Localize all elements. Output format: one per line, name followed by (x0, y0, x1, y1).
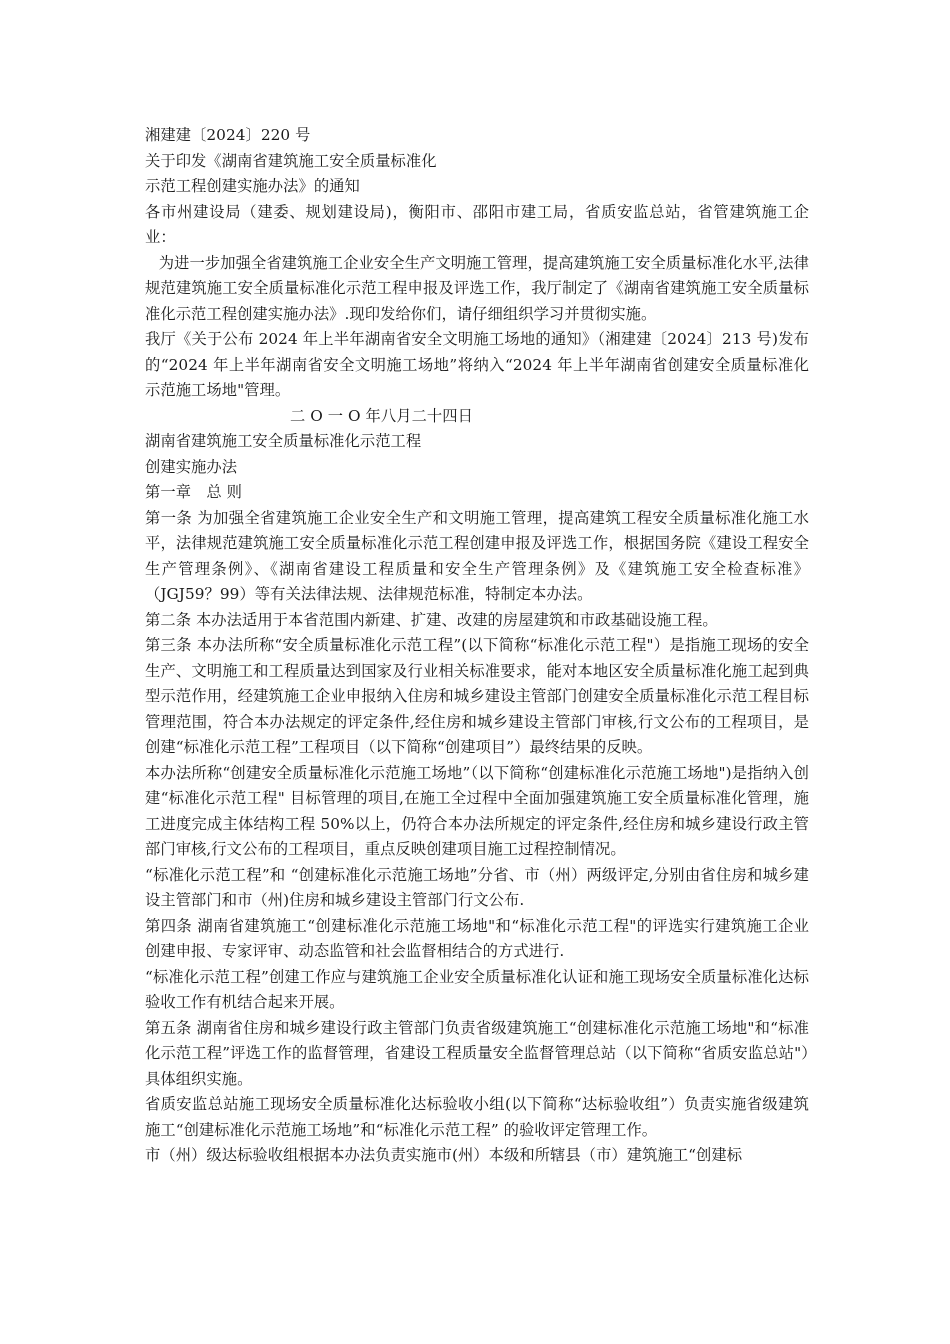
article-4: 第四条 湖南省建筑施工“创建标准化示范施工场地"和“标准化示范工程"的评选实行建筑施工企业创建申报、专家评审、动态监管和社会监督相结合的方式进行. (145, 916, 809, 960)
article-3: 第三条 本办法所称“安全质量标准化示范工程”(以下简称“标准化示范工程"）是指施工现场的安全生产、文明施工和工程质量达到国家及行业相关标准要求，能对本地区安全质量标准化施工起到典型示范作用，经建筑施工企业申报纳入住房和城乡建设主管部门创建安全质量标准化示范工程目标管理范围，符合本办法规定的评定条件,经住房和城乡建设主管部门审核,行文公布的工程项目，是创建“标准化示范工程”工程项目（以下简称“创建项目”）最终结果的反映。 (145, 636, 809, 756)
document-body (145, 123, 809, 1169)
notice-title-line-2: 示范工程创建实施办法》的通知 (145, 177, 360, 195)
recipients: 各市州建设局（建委、规划建设局)，衡阳市、邵阳市建工局，省质安监总站，省管建筑施工企业： (145, 202, 809, 246)
article-4-paragraph-2: “标准化示范工程”创建工作应与建筑施工企业安全质量标准化认证和施工现场安全质量标准化达标验收工作有机结合起来开展。 (145, 967, 809, 1011)
chapter-heading: 第一章 总 则 (145, 483, 242, 501)
document-number: 湘建建〔2024〕220 号 (145, 126, 311, 144)
reference-paragraph: 我厅《关于公布 2024 年上半年湖南省安全文明施工场地的通知》（湘建建〔2024〕213 号)发布的“2024 年上半年湖南省安全文明施工场地”将纳入“2024 年上半年湖南省创建安全质量标准化示范施工场地"管理。 (145, 330, 809, 399)
article-2: 第二条 本办法适用于本省范围内新建、扩建、改建的房屋建筑和市政基础设施工程。 (145, 610, 718, 629)
article-5: 第五条 湖南省住房和城乡建设行政主管部门负责省级建筑施工“创建标准化示范施工场地"和“标准化示范工程”评选工作的监督管理，省建设工程质量安全监督管理总站（以下简称“省质安监总站"）具体组织实施。 (145, 1018, 809, 1088)
intro-paragraph: 为进一步加强全省建筑施工企业安全生产文明施工管理，提高建筑施工安全质量标准化水平,法律规范建筑施工安全质量标准化示范工程申报及评选工作，我厅制定了《湖南省建筑施工安全质量标准化示范工程创建实施办法》.现印发给你们，请仔细组织学习并贯彻实施。 (145, 253, 809, 323)
measures-title-line-2: 创建实施办法 (145, 457, 238, 476)
article-3-paragraph-2: 本办法所称“创建安全质量标准化示范施工场地”（以下简称“创建标准化示范施工场地")是指纳入创建“标准化示范工程" 目标管理的项目,在施工全过程中全面加强建筑施工安全质量标准化管理，施工进度完成主体结构工程 50%以上，仍符合本办法所规定的评定条件,经住房和城乡建设行政主管部门审核,行文公布的工程项目，重点反映创建项目施工过程控制情况。 (145, 763, 809, 858)
article-5-paragraph-2: 省质安监总站施工现场安全质量标准化达标验收小组(以下简称“达标验收组”）负责实施省级建筑施工“创建标准化示范施工场地”和“标准化示范工程” 的验收评定管理工作。 (145, 1095, 809, 1139)
measures-title-line-1: 湖南省建筑施工安全质量标准化示范工程 (145, 432, 422, 450)
notice-title-line-1: 关于印发《湖南省建筑施工安全质量标准化 (145, 151, 437, 170)
article-5-paragraph-3: 市（州）级达标验收组根据本办法负责实施市(州）本级和所辖县（市）建筑施工“创建标 (145, 1146, 743, 1164)
article-3-paragraph-3: “标准化示范工程”和 “创建标准化示范施工场地”分省、市（州）两级评定,分别由省住房和城乡建设主管部门和市（州)住房和城乡建设主管部门行文公布. (145, 865, 809, 909)
issue-date: 二 O 一 O 年八月二十四日 (290, 406, 473, 425)
article-1: 第一条 为加强全省建筑施工企业安全生产和文明施工管理，提高建筑工程安全质量标准化施工水平，法律规范建筑施工安全质量标准化示范工程创建申报及评选工作，根据国务院《建设工程安全生产管理条例》、《湖南省建设工程质量和安全生产管理条例》及《建筑施工安全检查标准》（JGJ59？99）等有关法律法规、法律规范标准，特制定本办法。 (145, 508, 809, 603)
